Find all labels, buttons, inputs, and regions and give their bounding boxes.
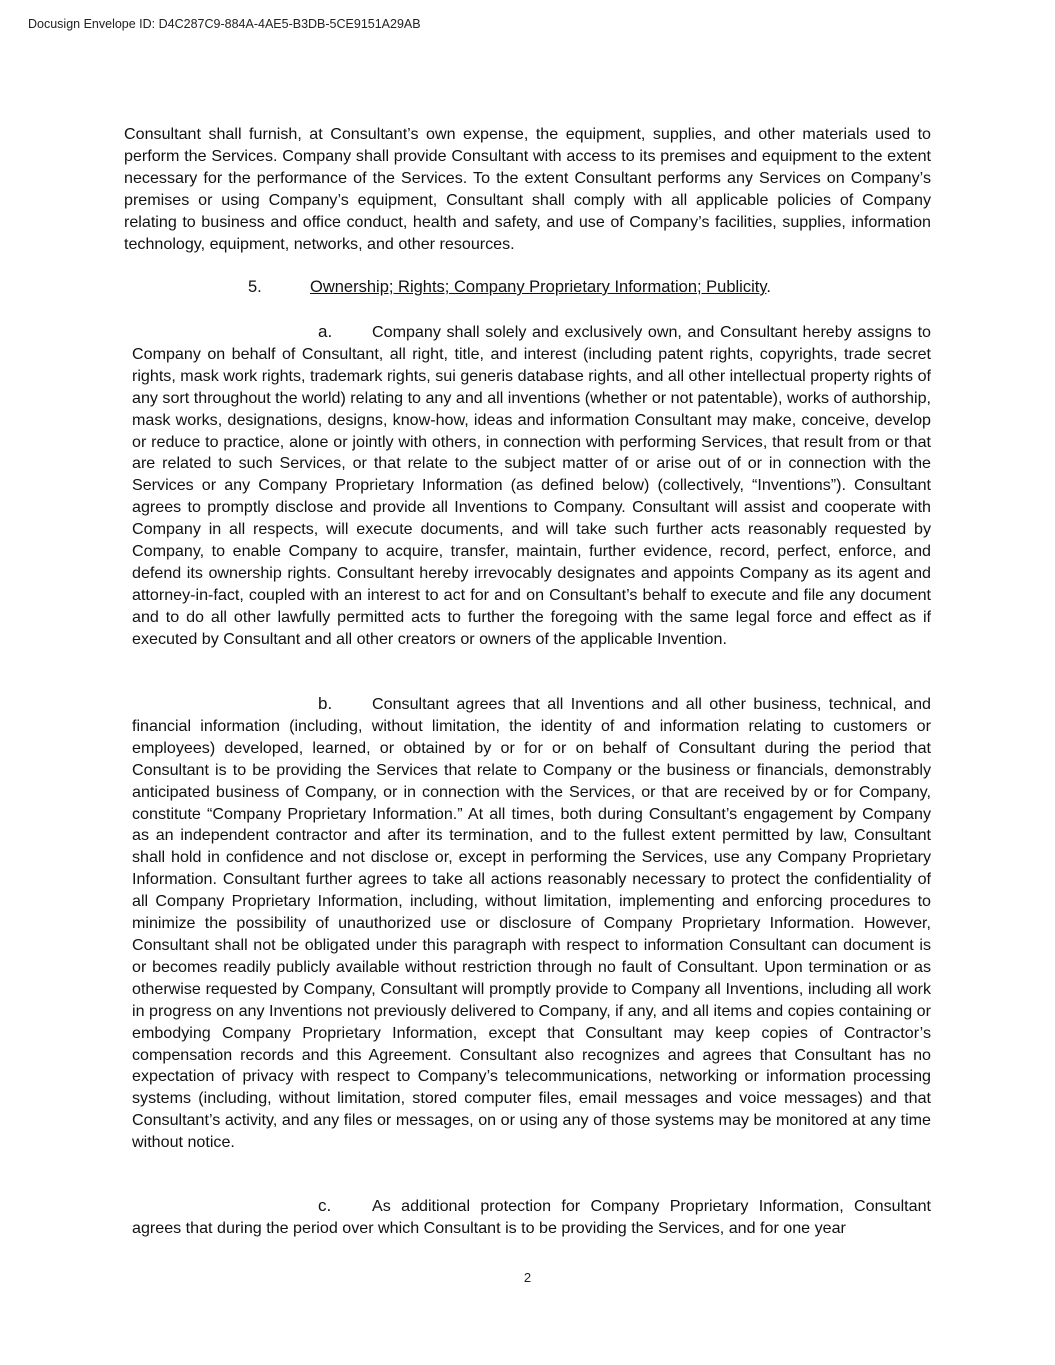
subsection-b <box>132 693 931 1154</box>
subsection-c <box>132 1195 931 1240</box>
subsection-text: Consultant agrees that all Inventions and all other business, technical, and financial information (including, without limitation, the identity of and information relating to customers or employees) developed, learned, or obtained by or for or on behalf of Consultant during the period that Consultant is to be providing the Services that relate to Company or the business or financials, demonstrably anticipated business of Company, or in connection with the Services, or that are received by or for Company, constitute “Company Proprietary Information.” At all times, both during Consultant’s engagement by Company as an independent contractor and after its termination, and to the fullest extent permitted by law, Consultant shall hold in confidence and not disclose or, except in performing the Services, use any Company Proprietary Information. Consultant further agrees to take all actions reasonably necessary to protect the confidentiality of all Company Proprietary Information, including, without limitation, implementing and enforcing procedures to minimize the possibility of unauthorized use or disclosure of Company Proprietary Information. However, Consultant shall not be obligated under this paragraph with respect to information Consultant can document is or becomes readily publicly available without restriction through no fault of Consultant. Upon termination or as otherwise requested by Company, Consultant will promptly provide to Company all Inventions, including all work in progress on any Inventions not previously delivered to Company, if any, and all items and copies containing or embodying Company Proprietary Information, except that Consultant may keep copies of Contractor’s compensation records and this Agreement. Consultant also recognizes and agrees that Consultant has no expectation of privacy with respect to Company’s telecommunications, networking or information processing systems (including, without limitation, stored computer files, email messages and voice messages) and that Consultant’s activity, and any files or messages, on or using any of those systems may be monitored at any time without notice. <box>132 695 931 1152</box>
subsection-letter: b. <box>318 694 333 713</box>
page-number: 2 <box>523 1270 532 1285</box>
section-number: 5. <box>248 278 262 296</box>
subsection-a <box>132 321 931 651</box>
intro-paragraph: Consultant shall furnish, at Consultant’s own expense, the equipment, supplies, and other materials used to perform the Services. Company shall provide Consultant with access to its premises and equipment to the extent necessary for the performance of the Services. To the extent Consultant performs any Services on Company’s premises or using Company’s equipment, Consultant shall comply with all applicable policies of Company relating to business and office conduct, health and safety, and use of Company’s facilities, supplies, information technology, equipment, networks, and other resources. <box>124 125 931 253</box>
subsection-text: As additional protection for Company Proprietary Information, Consultant agrees that during the period over which Consultant is to be providing the Services, and for one year <box>132 1197 931 1237</box>
section-heading <box>248 276 771 298</box>
subsection-letter: c. <box>318 1196 332 1215</box>
subsection-text: Company shall solely and exclusively own, and Consultant hereby assigns to Company on behalf of Consultant, all right, title, and interest (including patent rights, copyrights, trade secret rights, mask work rights, trademark rights, sui generis database rights, and all other intellectual property rights of any sort throughout the world) relating to any and all inventions (whether or not patentable), works of authorship, mask works, designations, designs, know-how, ideas and information Consultant may make, conceive, develop or reduce to practice, alone or jointly with others, in connection with performing Services, that result from or that are related to such Services, or that relate to the subject matter of or arise out of or in connection with the Services or any Company Proprietary Information (as defined below) (collectively, “Inventions”). Consultant agrees to promptly disclose and provide all Inventions to Company. Consultant will assist and cooperate with Company in all respects, will execute documents, and will take such further acts reasonably requested by Company, to enable Company to acquire, transfer, maintain, further evidence, record, perfect, enforce, and defend its ownership rights. Consultant hereby irrevocably designates and appoints Company as its agent and attorney-in-fact, coupled with an interest to act for and on Consultant’s behalf to execute and file any document and to do all other lawfully permitted acts to further the foregoing with the same legal force and effect as if executed by Consultant and all other creators or owners of the applicable Invention. <box>132 323 931 648</box>
section-title: Ownership; Rights; Company Proprietary Information; Publicity <box>310 278 767 296</box>
docusign-envelope-id: Docusign Envelope ID: D4C287C9-884A-4AE5-B3DB-5CE9151A29AB <box>28 17 421 31</box>
subsection-letter: a. <box>318 322 333 341</box>
section-title-period: . <box>766 278 771 296</box>
